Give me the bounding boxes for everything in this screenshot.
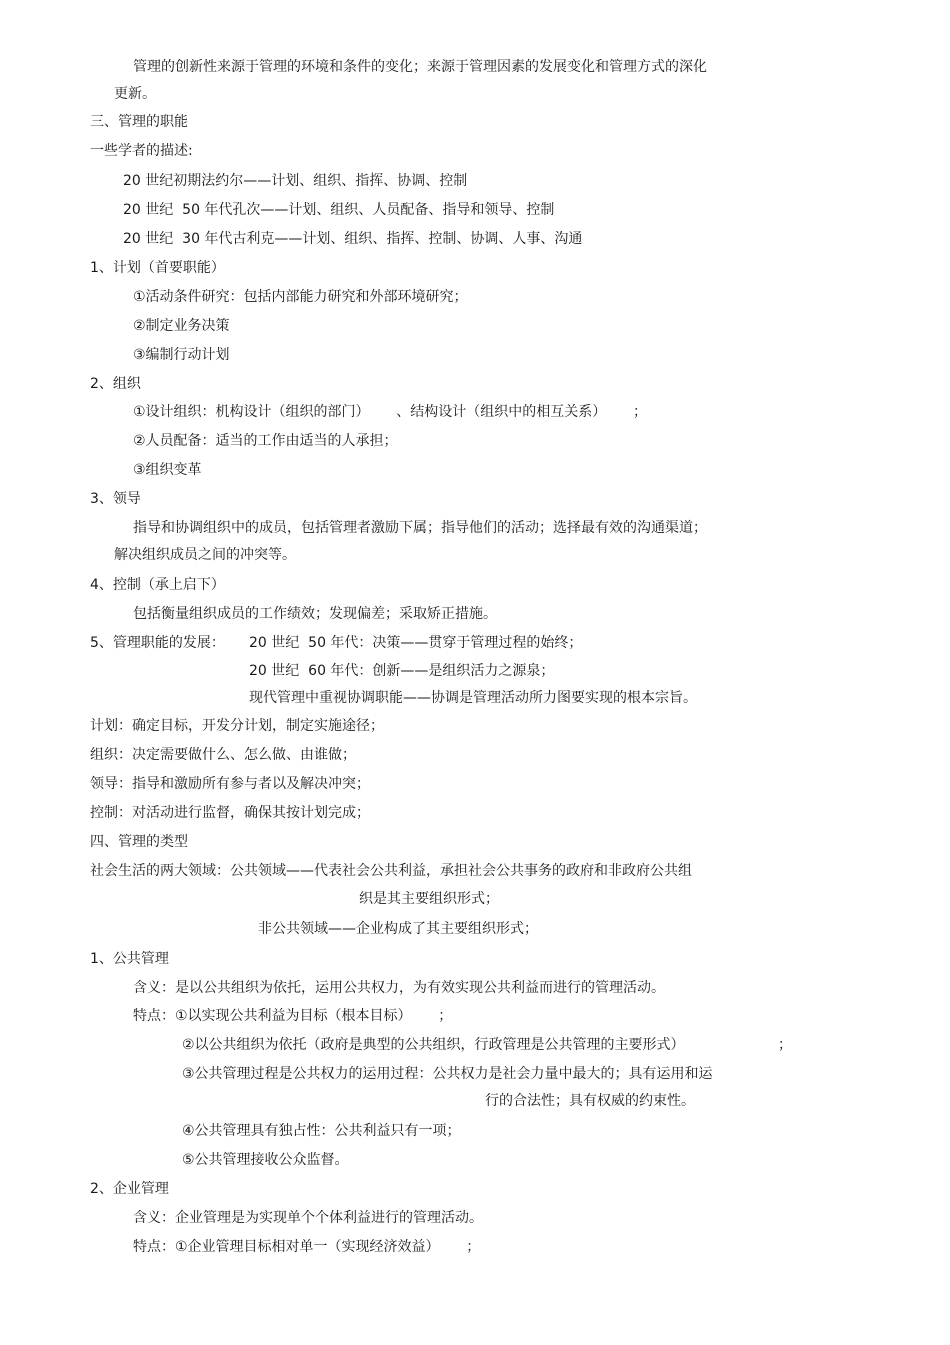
- section-heading-types: 四、管理的类型: [90, 834, 188, 850]
- enterprise-feature-1: 特点：①企业管理目标相对单一（实现经济效益） ；: [133, 1239, 481, 1255]
- heading-organizing: 2、组织: [90, 376, 141, 392]
- section-heading-functions: 三、管理的职能: [90, 114, 188, 130]
- summary-leading: 领导：指导和激励所有参与者以及解决冲突；: [90, 776, 370, 792]
- leading-paragraph-cont: 解决组织成员之间的冲突等。: [114, 547, 296, 563]
- scholar-koontz: 20 世纪 50 年代孔次——计划、组织、人员配备、指导和领导、控制: [123, 202, 555, 218]
- scholar-gulick: 20 世纪 30 年代古利克——计划、组织、指挥、控制、协调、人事、沟通: [123, 231, 583, 247]
- planning-item-2: ②制定业务决策: [133, 318, 230, 334]
- public-feature-3: ③公共管理过程是公共权力的运用过程：公共权力是社会力量中最大的；具有运用和运: [182, 1066, 713, 1082]
- summary-controlling: 控制：对活动进行监督，确保其按计划完成；: [90, 805, 370, 821]
- public-definition: 含义：是以公共组织为依托，运用公共权力，为有效实现公共利益而进行的管理活动。: [133, 980, 665, 996]
- heading-public-management: 1、公共管理: [90, 951, 169, 967]
- development-1960s: 20 世纪 60 年代：创新——是组织活力之源泉；: [249, 663, 555, 679]
- planning-item-1: ①活动条件研究：包括内部能力研究和外部环境研究；: [133, 289, 468, 305]
- public-feature-5: ⑤公共管理接收公众监督。: [182, 1152, 349, 1168]
- summary-organizing: 组织：决定需要做什么、怎么做、由谁做；: [90, 747, 356, 763]
- scholar-fayol: 20 世纪初期法约尔——计划、组织、指挥、协调、控制: [123, 173, 468, 189]
- two-domains-public-cont: 织是其主要组织形式；: [359, 891, 499, 907]
- public-feature-2-end: ；: [778, 1037, 792, 1053]
- heading-controlling: 4、控制（承上启下）: [90, 577, 225, 593]
- organizing-item-1: ①设计组织：机构设计（组织的部门） 、结构设计（组织中的相互关系） ；: [133, 404, 647, 420]
- scholars-intro: 一些学者的描述:: [90, 143, 193, 159]
- public-feature-3-cont: 行的合法性；具有权威的约束性。: [485, 1093, 695, 1109]
- heading-function-development: 5、管理职能的发展：: [90, 635, 225, 651]
- paragraph-innovation-cont: 更新。: [114, 86, 156, 102]
- organizing-item-3: ③组织变革: [133, 462, 202, 478]
- public-feature-2: ②以公共组织为依托（政府是典型的公共组织，行政管理是公共管理的主要形式）: [182, 1037, 685, 1053]
- public-feature-4: ④公共管理具有独占性：公共利益只有一项；: [182, 1123, 461, 1139]
- two-domains-nonpublic: 非公共领域——企业构成了其主要组织形式；: [258, 921, 538, 937]
- public-feature-1: 特点：①以实现公共利益为目标（根本目标） ；: [133, 1008, 453, 1024]
- heading-enterprise-management: 2、企业管理: [90, 1181, 169, 1197]
- controlling-paragraph: 包括衡量组织成员的工作绩效；发现偏差；采取矫正措施。: [133, 606, 497, 622]
- heading-planning: 1、计划（首要职能）: [90, 260, 225, 276]
- two-domains-public: 社会生活的两大领域：公共领域——代表社会公共利益，承担社会公共事务的政府和非政府公共组: [90, 863, 692, 879]
- enterprise-definition: 含义：企业管理是为实现单个个体利益进行的管理活动。: [133, 1210, 483, 1226]
- heading-leading: 3、领导: [90, 491, 141, 507]
- development-1950s: 20 世纪 50 年代：决策——贯穿于管理过程的始终；: [249, 635, 583, 651]
- summary-planning: 计划：确定目标，开发分计划，制定实施途径；: [90, 718, 384, 734]
- leading-paragraph: 指导和协调组织中的成员，包括管理者激励下属；指导他们的活动；选择最有效的沟通渠道；: [133, 520, 707, 536]
- development-modern: 现代管理中重视协调职能——协调是管理活动所力图要实现的根本宗旨。: [249, 690, 697, 706]
- organizing-item-2: ②人员配备：适当的工作由适当的人承担；: [133, 433, 398, 449]
- paragraph-innovation: 管理的创新性来源于管理的环境和条件的变化；来源于管理因素的发展变化和管理方式的深化: [133, 59, 707, 75]
- planning-item-3: ③编制行动计划: [133, 347, 230, 363]
